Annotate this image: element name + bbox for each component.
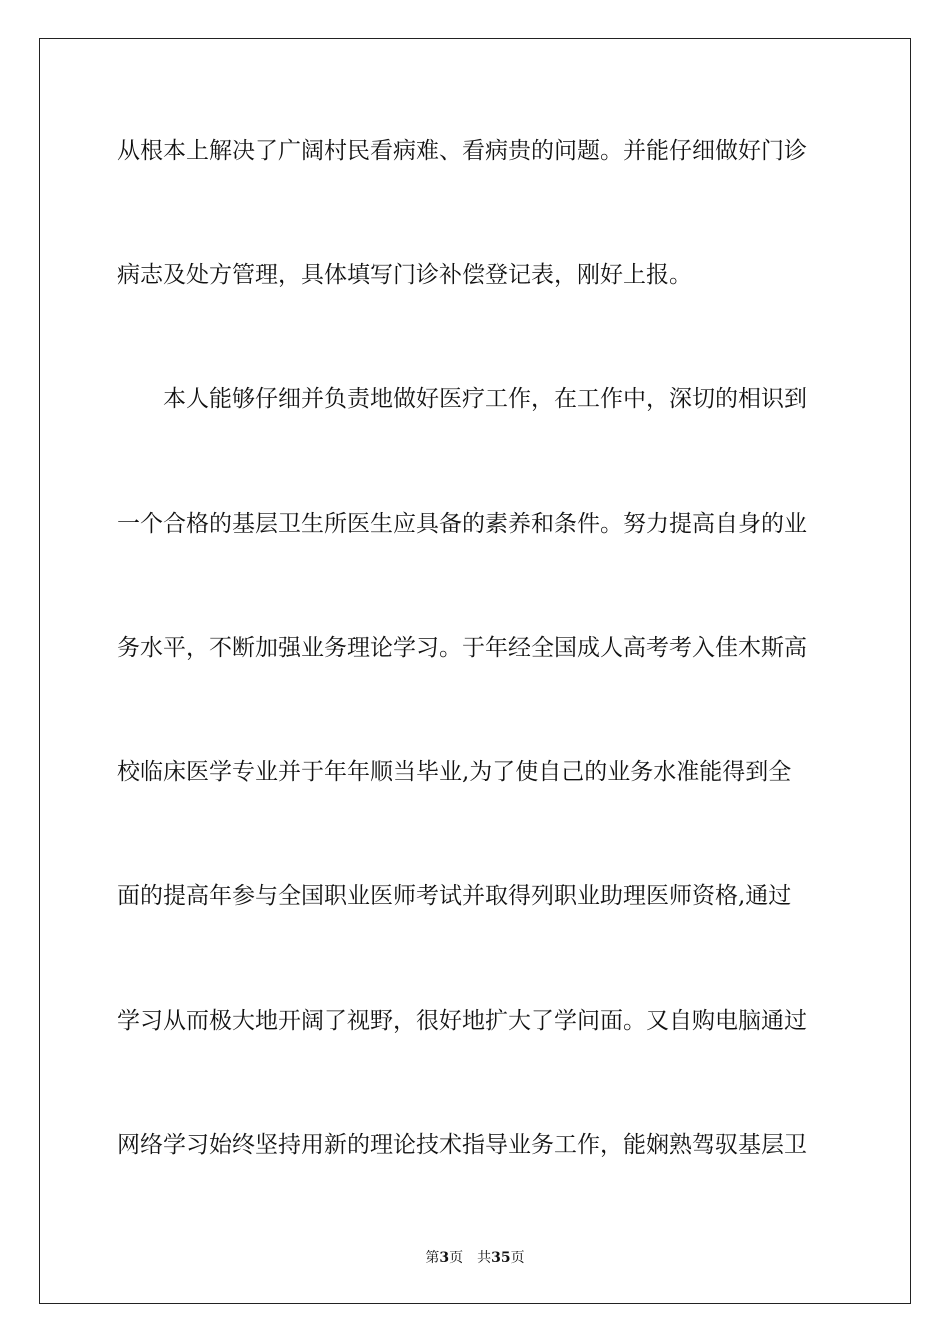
page-number: 3 — [439, 1250, 450, 1266]
paragraph-line-9: 网络学习始终坚持用新的理论技术指导业务工作，能娴熟驾驭基层卫 — [117, 1132, 807, 1158]
paragraph-line-1: 从根本上解决了广阔村民看病难、看病贵的问题。并能仔细做好门诊 — [117, 138, 807, 164]
paragraph-line-8: 学习从而极大地开阔了视野，很好地扩大了学问面。又自购电脑通过 — [117, 1008, 807, 1034]
page-suffix: 页 — [449, 1250, 464, 1266]
page-footer — [0, 1247, 950, 1267]
paragraph-line-5: 务水平，不断加强业务理论学习。于年经全国成人高考考入佳木斯高 — [117, 635, 807, 661]
page-prefix: 第 — [425, 1250, 440, 1266]
total-suffix: 页 — [510, 1250, 525, 1266]
paragraph-line-4: 一个合格的基层卫生所医生应具备的素养和条件。努力提高自身的业 — [117, 511, 807, 537]
paragraph-line-7: 面的提高年参与全国职业医师考试并取得列职业助理医师资格,通过 — [117, 883, 792, 909]
paragraph-line-6: 校临床医学专业并于年年顺当毕业,为了使自己的业务水准能得到全 — [117, 759, 792, 785]
total-pages: 35 — [491, 1250, 511, 1266]
total-prefix: 共 — [477, 1250, 492, 1266]
page-border — [39, 38, 911, 1304]
paragraph-line-2: 病志及处方管理，具体填写门诊补偿登记表，刚好上报。 — [117, 262, 692, 288]
paragraph-line-3: 本人能够仔细并负责地做好医疗工作，在工作中，深切的相识到 — [163, 386, 807, 412]
